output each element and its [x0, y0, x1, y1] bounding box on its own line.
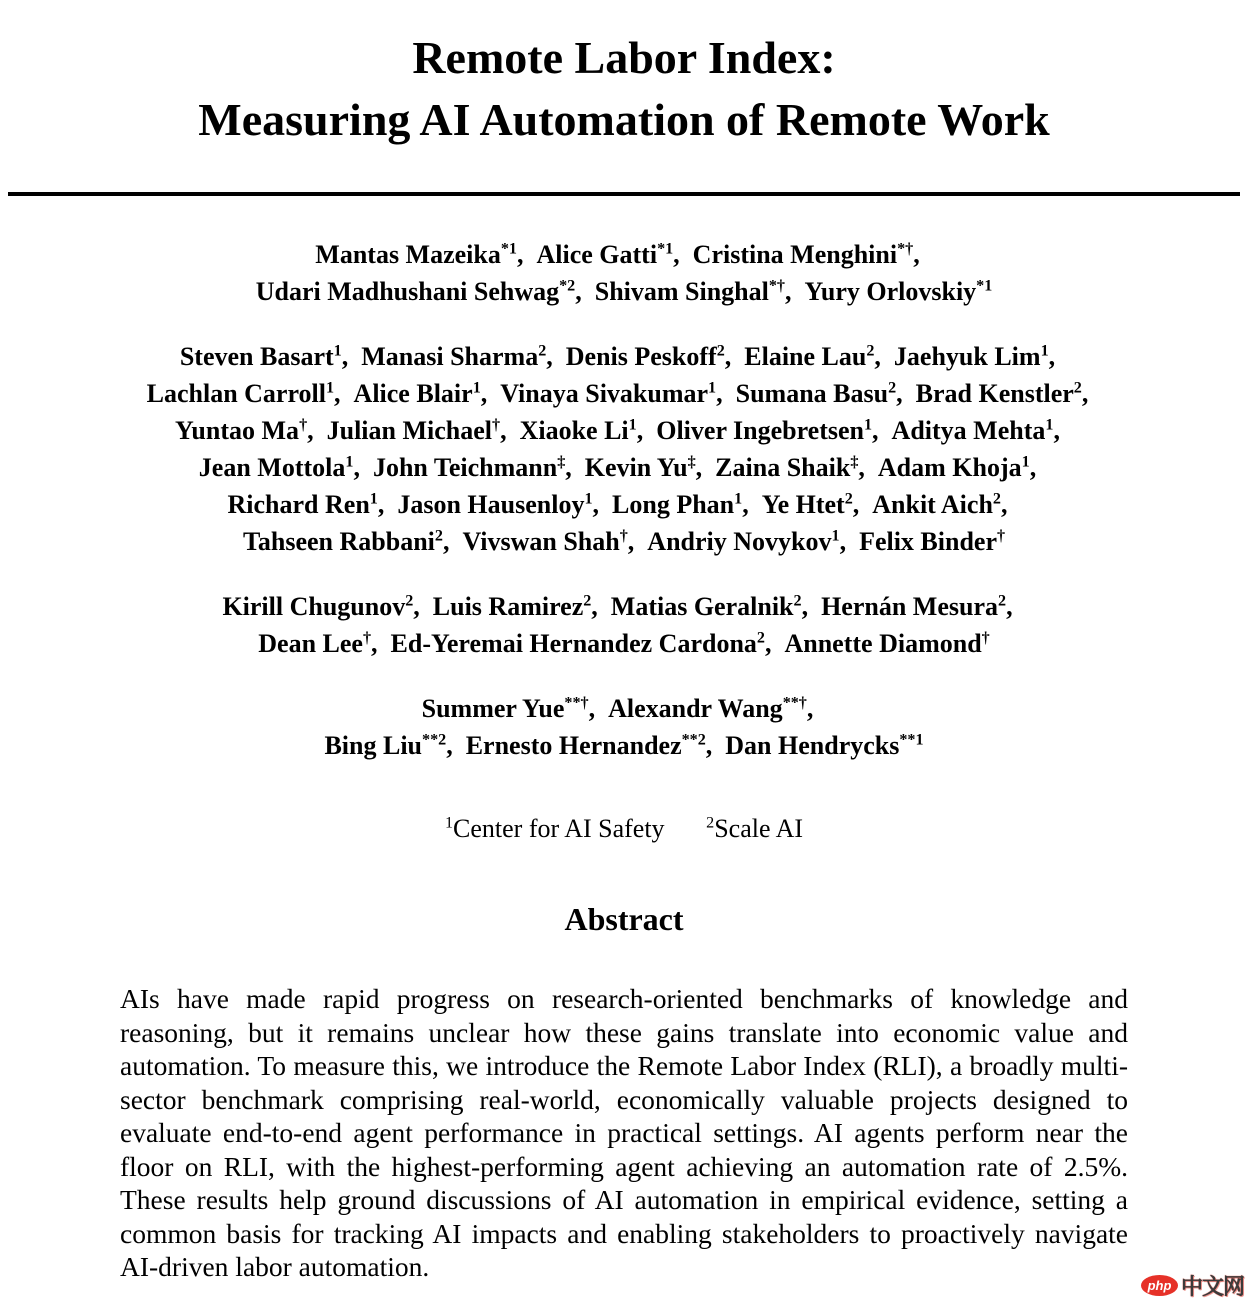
- author-name: Annette Diamond†: [784, 629, 990, 658]
- author-superscript: 1: [1021, 453, 1030, 471]
- abstract-heading: Abstract: [564, 901, 684, 937]
- author-superscript: 1: [863, 416, 873, 434]
- affiliation: $^1$Center for AI Safety: [444, 814, 665, 843]
- author-name: Dean Lee†: [258, 629, 372, 658]
- author-name: Matias Geralnik$^2$: [610, 592, 802, 621]
- author-superscript: **†: [782, 694, 807, 712]
- author-superscript: 1: [628, 416, 637, 434]
- author-superscript: 1: [734, 490, 743, 508]
- author-name: Udari Madhushani Sehwag$^{*2}$: [255, 277, 576, 306]
- author-superscript: 2: [998, 592, 1007, 610]
- author-name: Richard Ren$^1$: [227, 490, 378, 519]
- author-superscript: 1: [584, 490, 593, 508]
- paper-title-line-1: Remote Labor Index:: [412, 32, 836, 83]
- author-superscript: **1: [899, 731, 924, 749]
- author-name: Alexandr Wang**†: [608, 694, 807, 723]
- author-line: Summer Yue**†, Alexandr Wang**†,: [421, 694, 827, 723]
- author-name: Cristina Menghini*†: [692, 240, 914, 269]
- author-superscript: 1: [472, 379, 481, 397]
- author-name: Kirill Chugunov$^2$: [222, 592, 414, 621]
- author-line: Steven Basart$^1$, Manasi Sharma$^2$, Denis Peskoff$^2$, Elaine Lau$^2$, Jaehyuk Lim$^1$,: [179, 342, 1069, 371]
- author-group-2: [0, 338, 1248, 560]
- author-name: Ankit Aich$^2$: [872, 490, 1001, 519]
- affiliation: $^2$Scale AI: [706, 814, 804, 843]
- affiliation-superscript: 1: [444, 814, 454, 832]
- author-line: Udari Madhushani Sehwag$^{*2}$, Shivam Singhal*†, Yury Orlovskiy$^{*1}$: [255, 277, 993, 306]
- author-name: Yuntao Ma†: [175, 416, 308, 445]
- paper-title-line-2: Measuring AI Automation of Remote Work: [198, 94, 1050, 145]
- author-superscript: 2: [434, 527, 443, 545]
- author-name: Ernesto Hernandez$^{**2}$: [465, 731, 706, 760]
- author-name: Dan Hendrycks$^{**1}$: [725, 731, 924, 760]
- author-superscript: 2: [992, 490, 1001, 508]
- author-line: Dean Lee†, Ed-Yeremai Hernandez Cardona$^2$, Annette Diamond†: [258, 629, 990, 658]
- author-line: Tahseen Rabbani$^2$, Vivswan Shah†, Andriy Novykov$^1$, Felix Binder†: [242, 527, 1006, 556]
- author-name: Jaehyuk Lim$^1$: [893, 342, 1049, 371]
- author-name: Lachlan Carroll$^1$: [146, 379, 335, 408]
- author-superscript: 1: [325, 379, 335, 397]
- author-superscript: 1: [333, 342, 342, 360]
- author-line: Jean Mottola$^1$, John Teichmann‡, Kevin Yu‡, Zaina Shaik‡, Adam Khoja$^1$,: [198, 453, 1050, 482]
- author-superscript: *2: [559, 277, 576, 295]
- author-name: Ye Htet$^2$: [761, 490, 853, 519]
- author-superscript: †: [362, 629, 372, 647]
- author-superscript: *†: [897, 240, 914, 258]
- author-superscript: 2: [793, 592, 802, 610]
- author-superscript: 1: [1045, 416, 1054, 434]
- author-superscript: ‡: [850, 453, 859, 471]
- author-name: Luis Ramirez$^2$: [432, 592, 592, 621]
- author-name: Long Phan$^1$: [612, 490, 743, 519]
- author-superscript: 2: [866, 342, 875, 360]
- author-line: Bing Liu$^{**2}$, Ernesto Hernandez$^{**2}$, Dan Hendrycks$^{**1}$: [324, 731, 924, 760]
- author-superscript: *1: [657, 240, 674, 258]
- author-superscript: ‡: [557, 453, 566, 471]
- author-line: Lachlan Carroll$^1$, Alice Blair$^1$, Vinaya Sivakumar$^1$, Sumana Basu$^2$, Brad Kenstler$^2$,: [146, 379, 1102, 408]
- author-superscript: ‡: [687, 453, 696, 471]
- author-line: Kirill Chugunov$^2$, Luis Ramirez$^2$, Matias Geralnik$^2$, Hernán Mesura$^2$,: [222, 592, 1026, 621]
- author-name: John Teichmann‡: [372, 453, 566, 482]
- author-superscript: *1: [500, 240, 517, 258]
- author-superscript: 2: [756, 629, 765, 647]
- php-badge-icon: php: [1141, 1275, 1178, 1296]
- author-superscript: 2: [716, 342, 725, 360]
- author-line: Richard Ren$^1$, Jason Hausenloy$^1$, Long Phan$^1$, Ye Htet$^2$, Ankit Aich$^2$,: [227, 490, 1021, 519]
- author-name: Jason Hausenloy$^1$: [397, 490, 593, 519]
- author-name: Hernán Mesura$^2$: [821, 592, 1007, 621]
- author-name: Shivam Singhal*†: [594, 277, 785, 306]
- author-name: Tahseen Rabbani$^2$: [242, 527, 443, 556]
- author-superscript: 2: [405, 592, 414, 610]
- author-superscript: 1: [708, 379, 717, 397]
- author-name: Alice Blair$^1$: [353, 379, 481, 408]
- author-name: Julian Michael†: [326, 416, 501, 445]
- author-group-3: [0, 588, 1248, 662]
- author-name: Aditya Mehta$^1$: [891, 416, 1054, 445]
- author-superscript: 1: [831, 527, 840, 545]
- author-name: Vivswan Shah†: [462, 527, 628, 556]
- affiliation-superscript: 2: [706, 814, 715, 832]
- author-line: Mantas Mazeika$^{*1}$, Alice Gatti$^{*1}$, Cristina Menghini*†,: [315, 240, 933, 269]
- author-name: Summer Yue**†: [421, 694, 589, 723]
- author-superscript: *1: [976, 277, 993, 295]
- affiliations-line: [0, 810, 1248, 847]
- author-name: Adam Khoja$^1$: [877, 453, 1030, 482]
- author-name: Vinaya Sivakumar$^1$: [500, 379, 717, 408]
- author-superscript: 2: [888, 379, 897, 397]
- author-name: Kevin Yu‡: [584, 453, 696, 482]
- abstract-text: AIs have made rapid progress on research-oriented benchmarks of knowledge and reasoning, but it remains unclear how these gains translate into economic value and automation. To measure this, we introduce the Remote Labor Index (RLI), a broadly multi-sector benchmark comprising real-world, economically valuable projects designed to evaluate end-to-end agent performance in practical settings. AI agents perform near the floor on RLI, with the highest-performing agent achieving an automation rate of 2.5%. These results help ground discussions of AI automation in empirical evidence, setting a common basis for tracking AI impacts and enabling stakeholders to proactively navigate AI-driven labor automation.: [120, 983, 1128, 1282]
- author-superscript: †: [997, 527, 1006, 545]
- author-name: Jean Mottola$^1$: [198, 453, 354, 482]
- author-name: Elaine Lau$^2$: [744, 342, 875, 371]
- divider-rule: [8, 192, 1240, 196]
- author-group-1: [0, 236, 1248, 310]
- author-superscript: *†: [768, 277, 785, 295]
- author-superscript: †: [299, 416, 308, 434]
- author-name: Brad Kenstler$^2$: [915, 379, 1082, 408]
- author-name: Mantas Mazeika$^{*1}$: [315, 240, 517, 269]
- author-superscript: 1: [1040, 342, 1049, 360]
- author-line: Yuntao Ma†, Julian Michael†, Xiaoke Li$^1$, Oliver Ingebretsen$^1$, Aditya Mehta$^1$,: [175, 416, 1073, 445]
- author-name: Oliver Ingebretsen$^1$: [656, 416, 873, 445]
- author-superscript: 1: [369, 490, 378, 508]
- author-superscript: 2: [538, 342, 547, 360]
- author-superscript: **2: [422, 731, 447, 749]
- paper-title: [0, 0, 1248, 151]
- author-superscript: †: [619, 527, 628, 545]
- author-groups: [0, 236, 1248, 764]
- author-superscript: **†: [564, 694, 589, 712]
- author-name: Alice Gatti$^{*1}$: [536, 240, 674, 269]
- author-name: Steven Basart$^1$: [179, 342, 342, 371]
- author-superscript: 2: [1073, 379, 1082, 397]
- author-superscript: 1: [345, 453, 354, 471]
- author-name: Bing Liu$^{**2}$: [324, 731, 447, 760]
- author-group-4: [0, 690, 1248, 764]
- author-name: Zaina Shaik‡: [715, 453, 859, 482]
- author-superscript: †: [492, 416, 501, 434]
- author-name: Sumana Basu$^2$: [735, 379, 897, 408]
- author-name: Felix Binder†: [859, 527, 1006, 556]
- author-name: Xiaoke Li$^1$: [519, 416, 637, 445]
- author-name: Denis Peskoff$^2$: [565, 342, 725, 371]
- watermark-logo: [1141, 1270, 1244, 1301]
- author-name: Andriy Novykov$^1$: [647, 527, 840, 556]
- author-name: Ed-Yeremai Hernandez Cardona$^2$: [390, 629, 765, 658]
- author-superscript: 2: [583, 592, 592, 610]
- author-superscript: †: [981, 629, 990, 647]
- author-name: Manasi Sharma$^2$: [361, 342, 547, 371]
- author-name: Yury Orlovskiy$^{*1}$: [804, 277, 993, 306]
- author-superscript: **2: [681, 731, 706, 749]
- author-superscript: 2: [844, 490, 853, 508]
- watermark-text: 中文网: [1180, 1274, 1244, 1299]
